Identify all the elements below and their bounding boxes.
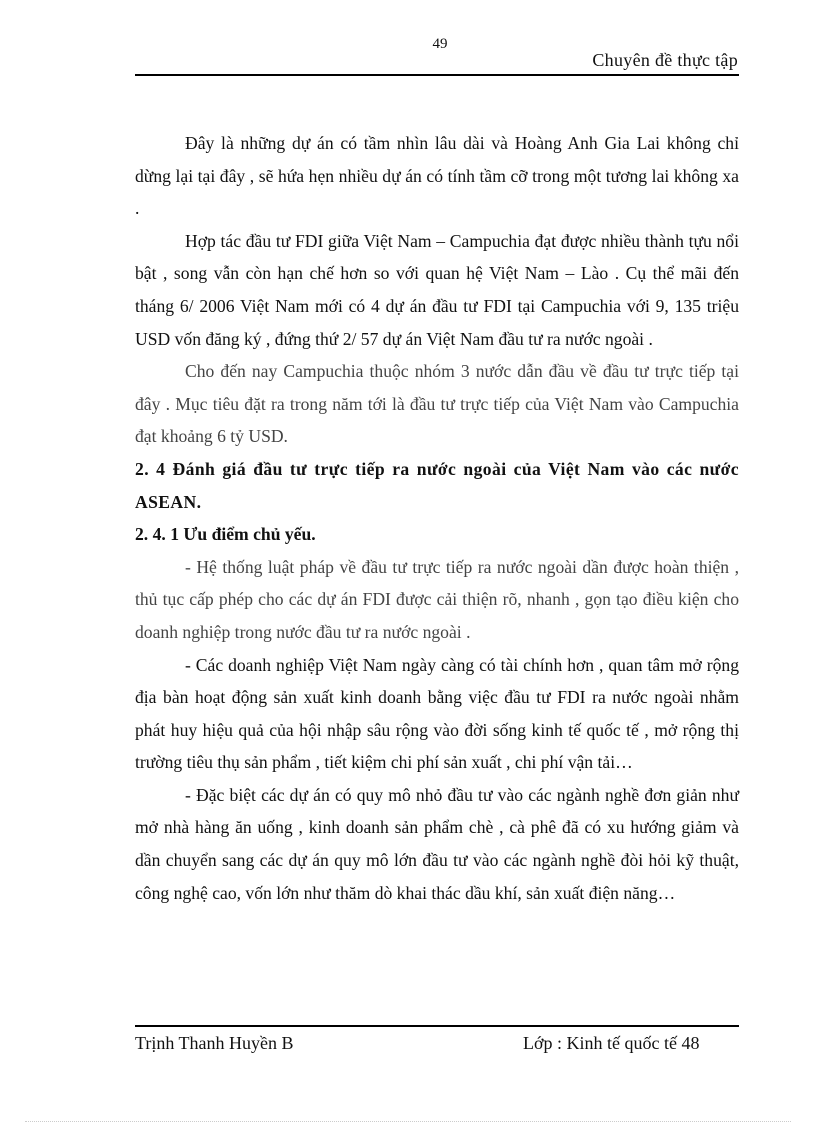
page-number: 49 (432, 36, 448, 52)
paragraph: Đây là những dự án có tầm nhìn lâu dài và Hoàng Anh Gia Lai không chỉ dừng lại tại đây , sẽ hứa hẹn nhiều dự án có tính tầm cỡ trong một tương lai không xa . (135, 133, 739, 219)
paragraph: - Đặc biệt các dự án có quy mô nhỏ đầu tư vào các ngành nghề đơn giản như mở nhà hàng ăn uống , kinh doanh sản phẩm chè , cà phê đã có xu hướng giảm và dần chuyển sang các dự án quy mô lớn đầu tư vào các ngành nghề đòi hỏi kỹ thuật, công nghệ cao, vốn lớn như thăm dò khai thác dầu khí, sản xuất điện năng… (135, 784, 739, 903)
paragraph: Cho đến nay Campuchia thuộc nhóm 3 nước dẫn đầu về đầu tư trực tiếp tại đây . Mục tiêu đặt ra trong năm tới là đầu tư trực tiếp của Việt Nam vào Campuchia đạt khoảng 6 tỷ USD. (135, 361, 739, 447)
paragraph: - Các doanh nghiệp Việt Nam ngày càng có tài chính hơn , quan tâm mở rộng địa bàn hoạt động sản xuất kinh doanh bằng việc đầu tư FDI ra nước ngoài nhằm phát huy hiệu quả của hội nhập sâu rộng vào đời sống kinh tế quốc tế , mở rộng thị trường tiêu thụ sản phẩm , tiết kiệm chi phí sản xuất , chi phí vận tải… (135, 654, 739, 773)
header-title: Chuyên đề thực tập (592, 50, 738, 70)
paragraph: Hợp tác đầu tư FDI giữa Việt Nam – Campuchia đạt được nhiều thành tựu nổi bật , song vẫn còn hạn chế hơn so với quan hệ Việt Nam – Lào . Cụ thể mãi đến tháng 6/ 2006 Việt Nam mới có 4 dự án đầu tư FDI tại Campuchia với 9, 135 triệu USD vốn đăng ký , đứng thứ 2/ 57 dự án Việt Nam đầu tư ra nước ngoài . (135, 230, 739, 349)
footer-class: Lớp : Kinh tế quốc tế 48 (523, 1033, 700, 1053)
footer-divider (135, 1025, 739, 1027)
document-body (135, 127, 739, 909)
section-heading: 2. 4 Đánh giá đầu tư trực tiếp ra nước ngoài của Việt Nam vào các nước ASEAN. (135, 458, 739, 512)
page-edge-dotted-line (25, 1121, 791, 1122)
subsection-heading: 2. 4. 1 Ưu điểm chủ yếu. (135, 524, 316, 545)
header-divider (135, 74, 739, 76)
footer-author: Trịnh Thanh Huyền B (135, 1033, 294, 1053)
paragraph: - Hệ thống luật pháp về đầu tư trực tiếp ra nước ngoài dần được hoàn thiện , thủ tục cấp phép cho các dự án FDI được cải thiện rõ, nhanh , gọn tạo điều kiện cho doanh nghiệp trong nước đầu tư ra nước ngoài . (135, 556, 739, 642)
